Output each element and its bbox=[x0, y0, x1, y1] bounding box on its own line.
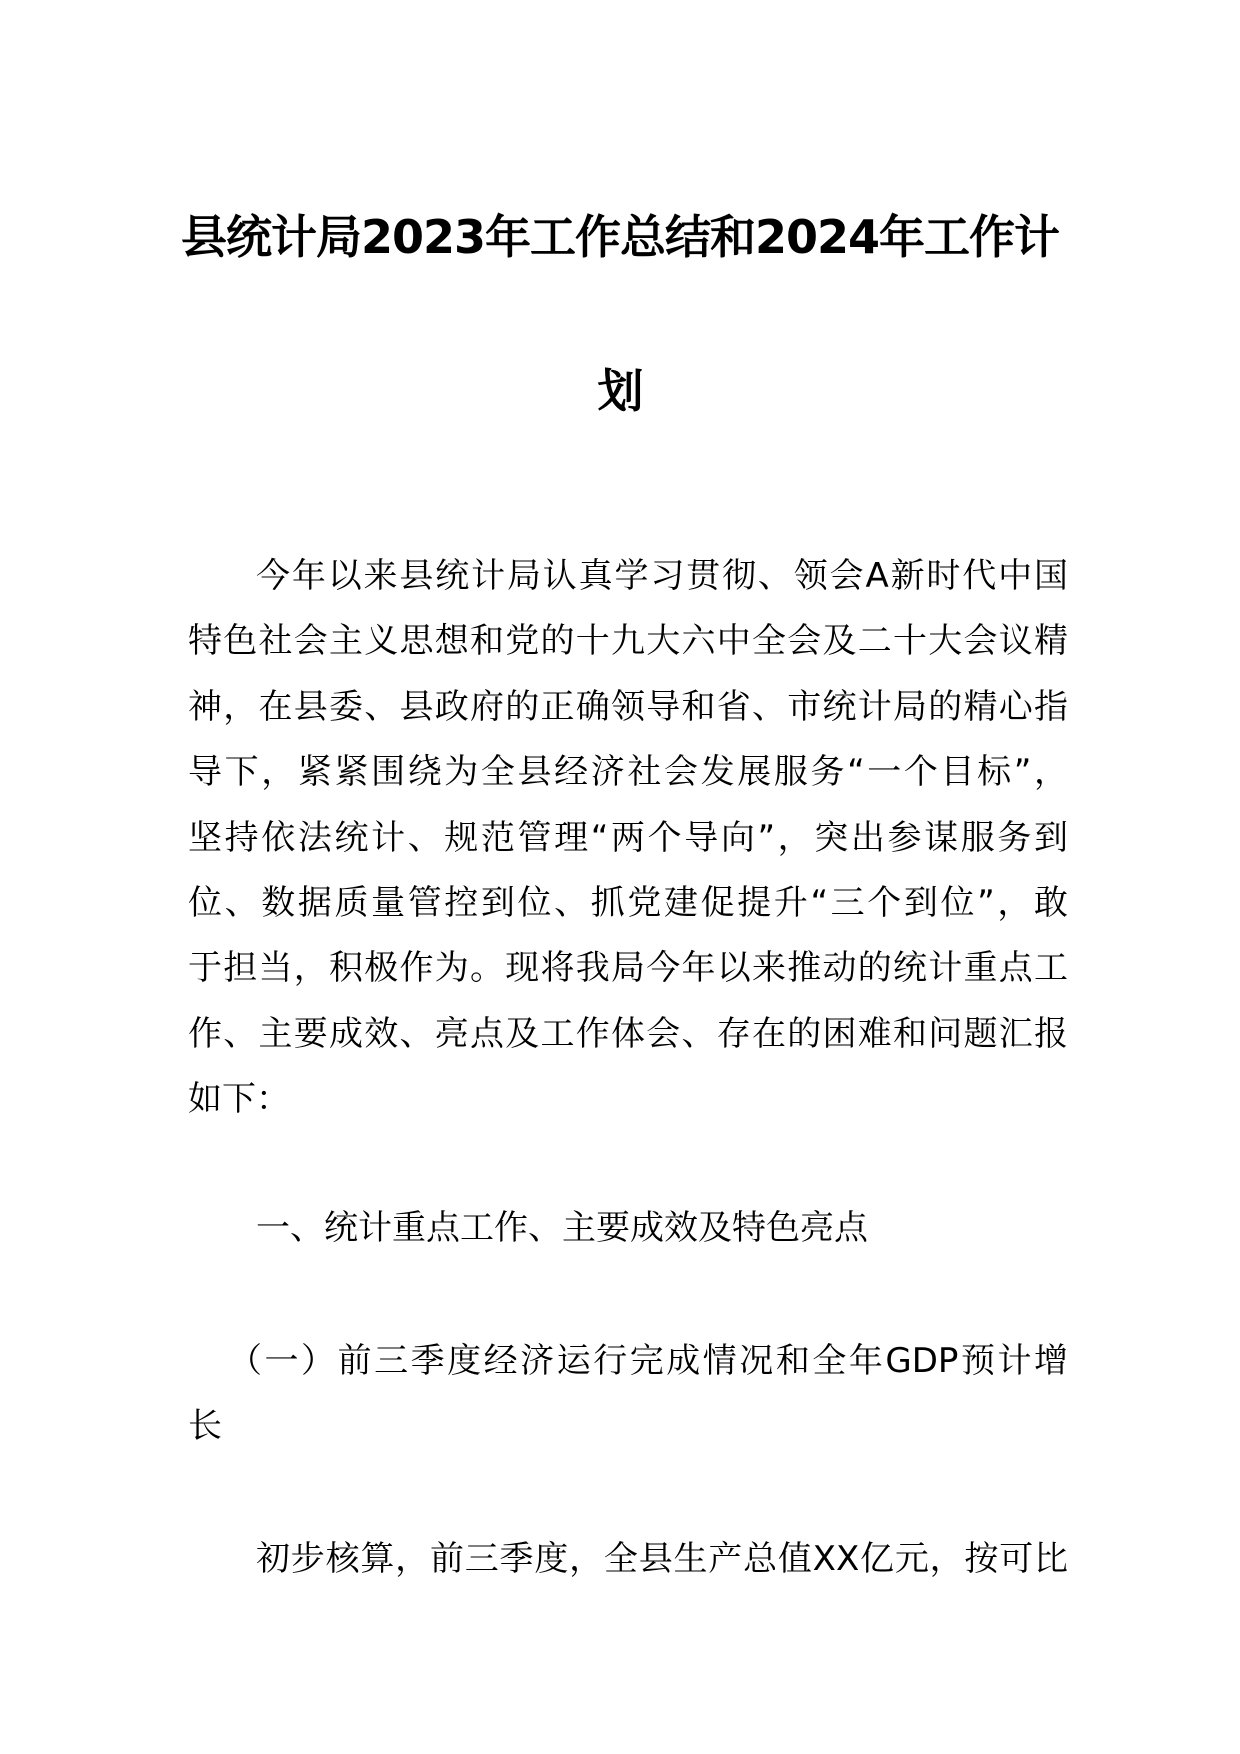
paragraph-line: 坚持依法统计、规范管理“两个导向”，突出参谋服务到 bbox=[188, 817, 1068, 858]
document-title-line-2: 划 bbox=[597, 364, 643, 418]
section-heading-text: 一、统计重点工作、主要成效及特色亮点 bbox=[256, 1208, 868, 1248]
subsection-heading bbox=[188, 1329, 1068, 1460]
paragraph-line: 初步核算，前三季度，全县生产总值XX亿元，按可比 bbox=[256, 1539, 1068, 1579]
paragraph-2 bbox=[188, 1527, 1068, 1592]
paragraph-line: 今年以来县统计局认真学习贯彻、领会A新时代中国 bbox=[256, 556, 1068, 596]
section-heading bbox=[188, 1196, 1068, 1261]
intro-paragraph bbox=[188, 544, 1068, 1133]
subsection-line: （一）前三季度经济运行完成情况和全年GDP预计增 bbox=[228, 1341, 1068, 1381]
paragraph-line: 导下，紧紧围绕为全县经济社会发展服务“一个目标”， bbox=[188, 752, 1068, 793]
paragraph-line: 位、数据质量管控到位、抓党建促提升“三个到位”，敢 bbox=[188, 882, 1068, 923]
paragraph-line: 特色社会主义思想和党的十九大六中全会及二十大会议精 bbox=[188, 621, 1068, 662]
document-title-line-1: 县统计局2023年工作总结和2024年工作计 bbox=[180, 210, 1060, 264]
paragraph-line: 于担当，积极作为。现将我局今年以来推动的统计重点工 bbox=[188, 948, 1068, 989]
paragraph-line: 神，在县委、县政府的正确领导和省、市统计局的精心指 bbox=[188, 686, 1068, 727]
paragraph-line: 作、主要成效、亮点及工作体会、存在的困难和问题汇报 bbox=[188, 1013, 1068, 1054]
paragraph-line: 如下： bbox=[188, 1079, 290, 1120]
subsection-line: 长 bbox=[188, 1406, 222, 1447]
